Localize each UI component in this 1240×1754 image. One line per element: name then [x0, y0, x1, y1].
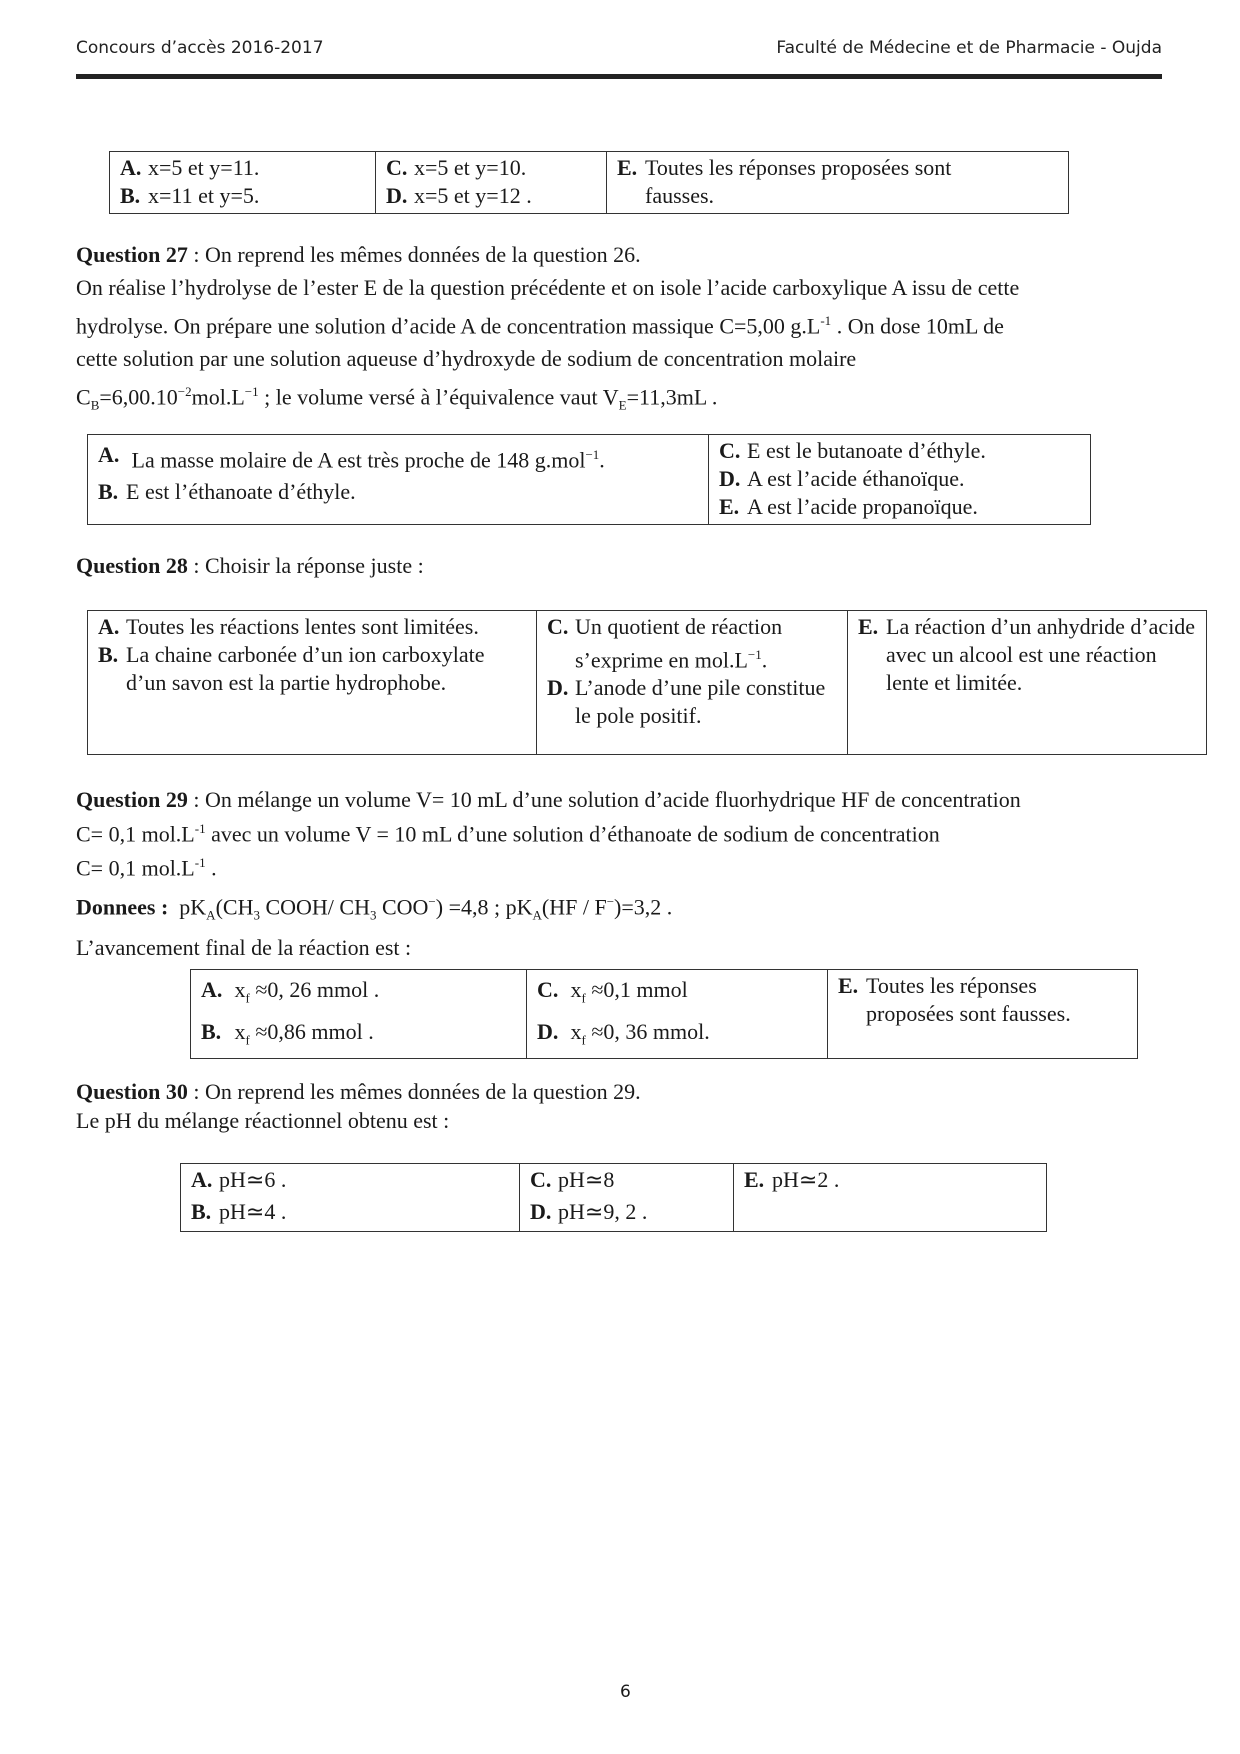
- text: Un quotient de réaction s’exprime en mol.L: [575, 614, 783, 673]
- option-b: [120, 182, 365, 210]
- text: A.: [201, 977, 223, 1002]
- q27-text: [76, 240, 1019, 420]
- text: La masse molaire de A est très proche de 148 g.mol: [131, 447, 586, 473]
- page-number: 6: [620, 1682, 631, 1702]
- text: E.: [838, 973, 859, 998]
- text: E est l’éthanoate d’éthyle.: [126, 479, 356, 505]
- text: A: [206, 907, 216, 923]
- q29-text: [76, 785, 1021, 962]
- option-d: [537, 1018, 817, 1054]
- text: ≈: [249, 977, 268, 1002]
- option-e: [744, 1166, 1036, 1194]
- text: C= 0,1 mol.L: [76, 821, 195, 847]
- text: −2: [177, 384, 192, 400]
- text: x=5 et y=10.: [414, 155, 527, 180]
- text: C.: [537, 977, 559, 1002]
- text: Le pH du mélange réactionnel obtenu est :: [76, 1108, 450, 1133]
- text: B.: [201, 1019, 222, 1045]
- text: .: [761, 647, 768, 673]
- text: (CH: [215, 893, 254, 919]
- text: A: [532, 907, 542, 923]
- text: A est l’acide propanoïque.: [747, 494, 978, 519]
- q28-text: [76, 551, 424, 580]
- text: pH≃4 .: [219, 1199, 287, 1224]
- text: A.: [120, 155, 142, 180]
- option-b: [98, 641, 526, 697]
- text: C.: [547, 614, 569, 639]
- text: x=5 et y=11.: [148, 155, 260, 180]
- text: B.: [120, 183, 141, 208]
- header-right: Faculté de Médecine et de Pharmacie - Oujda: [776, 38, 1162, 58]
- text: E.: [744, 1167, 765, 1192]
- text: f: [581, 990, 586, 1006]
- q26-options-table: [109, 151, 1069, 214]
- text: avec un volume V = 10 mL d’une solution d’éthanoate de sodium de concentration: [205, 821, 940, 847]
- text: C: [76, 384, 91, 410]
- text: Question 29: [76, 787, 188, 812]
- option-d: [530, 1198, 723, 1226]
- text: B.: [98, 479, 119, 505]
- text: x: [234, 1019, 246, 1045]
- text: A.: [98, 442, 120, 467]
- q30-text: [76, 1077, 641, 1135]
- text: C= 0,1 mol.L: [76, 855, 195, 881]
- text: Question 30: [76, 1079, 188, 1104]
- text: E: [618, 398, 627, 414]
- text: -1: [194, 855, 206, 871]
- option-c: [537, 976, 817, 1012]
- text: x=11 et y=5.: [148, 183, 260, 208]
- text: −1: [747, 647, 762, 662]
- option-c: [719, 437, 1080, 465]
- text: C.: [386, 155, 408, 180]
- text: =11,3mL .: [626, 384, 718, 410]
- text: hydrolyse. On prépare une solution d’acide A de concentration massique C=5,00 g.L: [76, 313, 821, 339]
- option-d: [547, 674, 837, 730]
- text: D.: [719, 466, 741, 491]
- text: L’anode d’une pile constitue le pole positif.: [575, 675, 826, 729]
- text: ≈: [585, 977, 604, 1002]
- text: 0,86 mmol .: [267, 1019, 374, 1045]
- text: )=3,2 .: [614, 893, 673, 919]
- text: x: [570, 977, 582, 1002]
- text: Donnees :: [76, 893, 169, 919]
- text: pH≃9, 2 .: [558, 1199, 648, 1224]
- text: -1: [194, 821, 206, 836]
- text: Toutes les réponses proposées sont fausses.: [866, 973, 1071, 1026]
- text: B: [90, 398, 100, 414]
- option-e: [719, 493, 1080, 521]
- text: x=5 et y=12 .: [414, 183, 532, 208]
- text: .: [599, 447, 605, 473]
- text: 3: [253, 907, 260, 923]
- text: : On mélange un volume V= 10 mL d’une solution d’acide fluorhydrique HF de concentration: [187, 787, 1021, 812]
- q28-options-table: [87, 610, 1207, 755]
- text: COO: [376, 893, 429, 919]
- q30-options-table: [180, 1163, 1047, 1232]
- q29-options-table: [190, 969, 1138, 1059]
- text: B.: [191, 1199, 212, 1224]
- text: 0, 36 mmol.: [603, 1019, 710, 1045]
- text: .: [205, 855, 217, 881]
- text: 0,1 mmol: [603, 977, 688, 1002]
- option-a: [201, 976, 516, 1012]
- text: A est l’acide éthanoïque.: [747, 466, 965, 491]
- header-rule: [76, 74, 1162, 79]
- text: pH≃8: [558, 1167, 615, 1192]
- text: ; le volume versé à l’équivalence vaut V: [258, 384, 619, 410]
- text: pH≃2 .: [772, 1167, 840, 1192]
- text: L’avancement final de la réaction est :: [76, 935, 412, 961]
- text: mol.L: [191, 384, 245, 410]
- option-d: [386, 182, 596, 210]
- option-a: [98, 441, 698, 474]
- option-b: [191, 1198, 509, 1226]
- text: Question 28: [76, 553, 188, 578]
- text: Toutes les réponses proposées sont fausses.: [645, 155, 952, 208]
- option-b: [98, 478, 698, 506]
- text: =6,00.10: [99, 384, 178, 410]
- text: A.: [98, 614, 120, 639]
- text: D.: [530, 1199, 552, 1224]
- text: pH≃6 .: [219, 1167, 287, 1192]
- text: : Choisir la réponse juste :: [187, 553, 424, 578]
- text: f: [245, 990, 250, 1006]
- text: La réaction d’un anhydride d’acide avec un alcool est une réaction lente et limitée.: [886, 614, 1196, 695]
- option-a: [120, 154, 365, 182]
- text: C.: [530, 1167, 552, 1192]
- text: C.: [719, 438, 741, 463]
- option-a: [191, 1166, 509, 1194]
- text: COOH/ CH: [259, 893, 370, 919]
- text: pK: [179, 893, 207, 919]
- text: ) =4,8 ; pK: [435, 893, 533, 919]
- q27-options-table: [87, 434, 1091, 525]
- option-d: [719, 465, 1080, 493]
- option-e: [838, 972, 1127, 1028]
- text: −: [606, 893, 615, 909]
- text: −1: [244, 384, 259, 400]
- text: -1: [820, 313, 832, 328]
- text: (HF / F: [541, 893, 607, 919]
- option-e: [617, 154, 1058, 210]
- text: 3: [369, 907, 377, 923]
- text: x: [234, 977, 246, 1002]
- text: ≈: [249, 1019, 268, 1045]
- text: E.: [719, 494, 740, 519]
- text: La chaine carbonée d’un ion carboxylate d’un savon est la partie hydrophobe.: [126, 642, 485, 695]
- text: −1: [585, 447, 600, 462]
- option-b: [201, 1018, 516, 1054]
- text: On réalise l’hydrolyse de l’ester E de la question précédente et on isole l’acide carboxylique A issu de cette: [76, 275, 1020, 300]
- text: f: [581, 1032, 586, 1048]
- text: E.: [617, 155, 638, 180]
- text: x: [570, 1019, 582, 1045]
- text: A.: [191, 1167, 213, 1192]
- text: f: [245, 1032, 250, 1048]
- text: 0, 26 mmol .: [267, 977, 380, 1002]
- text: : On reprend les mêmes données de la question 26.: [187, 242, 641, 267]
- option-c: [530, 1166, 723, 1194]
- text: . On dose 10mL de: [831, 313, 1004, 339]
- option-c: [547, 613, 837, 674]
- text: E est le butanoate d’éthyle.: [747, 438, 986, 463]
- text: Question 27: [76, 242, 188, 267]
- text: cette solution par une solution aqueuse d’hydroxyde de sodium de concentration molaire: [76, 346, 857, 372]
- text: D.: [547, 675, 569, 701]
- text: D.: [537, 1019, 559, 1045]
- option-a: [98, 613, 526, 641]
- text: D.: [386, 183, 408, 208]
- option-c: [386, 154, 596, 182]
- option-e: [858, 613, 1196, 697]
- text: B.: [98, 642, 119, 667]
- text: ≈: [585, 1019, 604, 1045]
- header-left: Concours d’accès 2016-2017: [76, 38, 324, 58]
- text: Toutes les réactions lentes sont limitées.: [126, 614, 479, 639]
- text: : On reprend les mêmes données de la question 29.: [187, 1079, 641, 1104]
- text: −: [428, 893, 436, 909]
- text: E.: [858, 614, 879, 639]
